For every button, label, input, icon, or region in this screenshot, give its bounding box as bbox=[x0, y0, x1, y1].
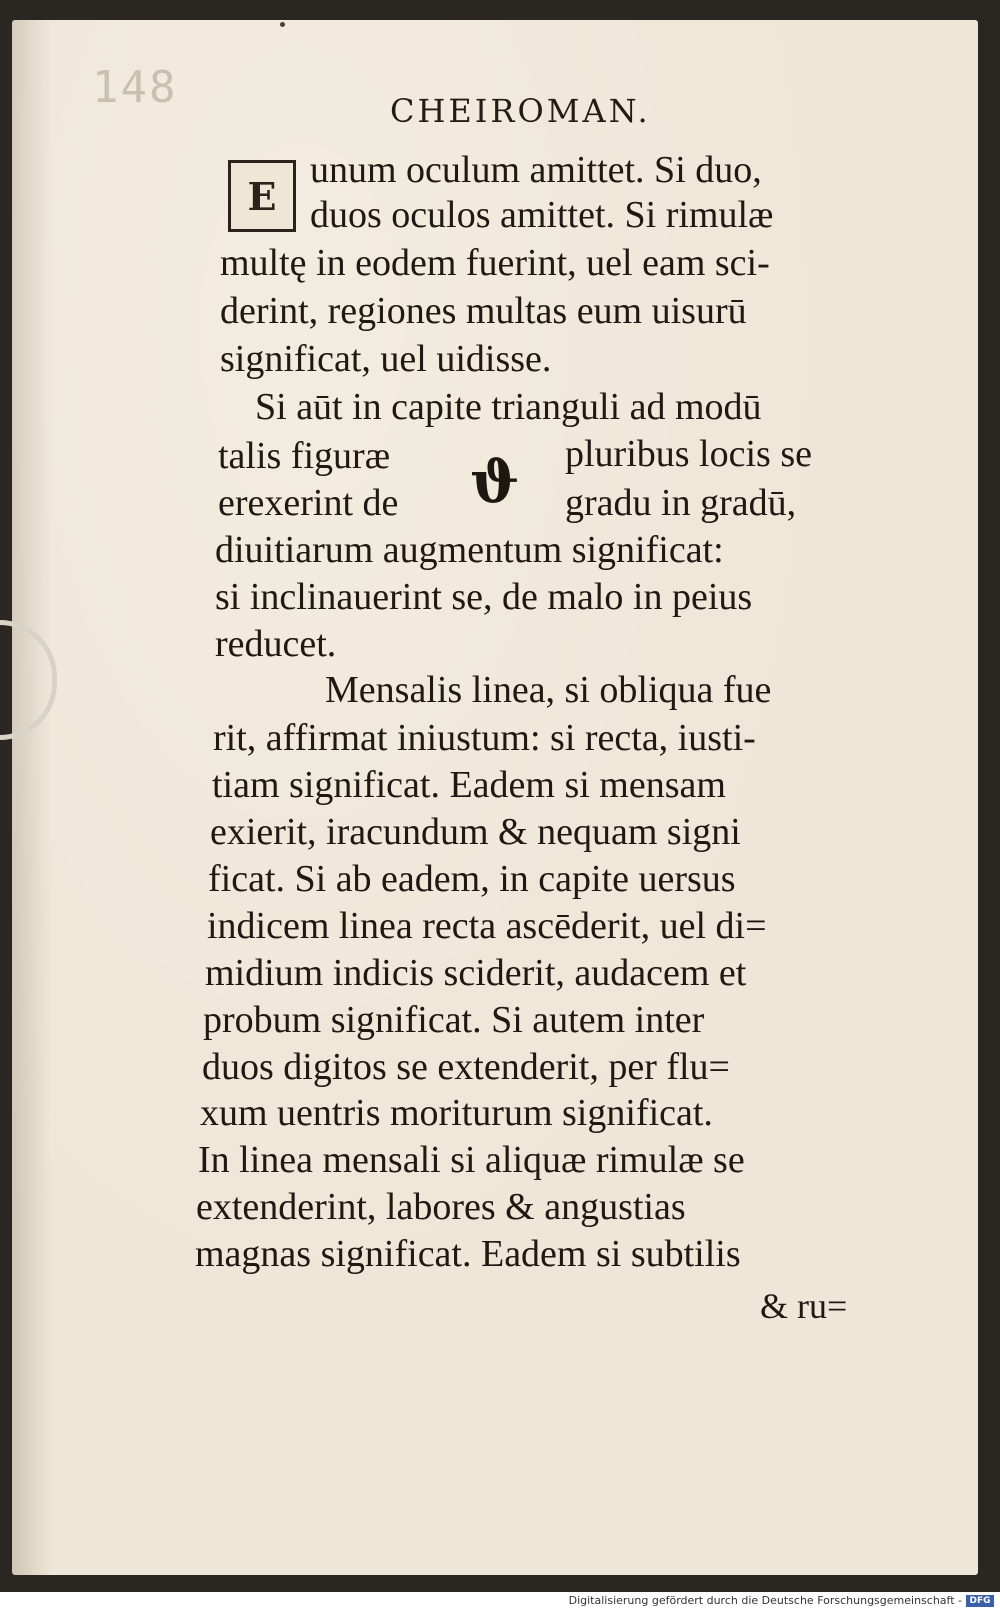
running-head: CHEIROMAN. bbox=[390, 92, 651, 130]
text-line-7b: pluribus locis se bbox=[565, 433, 812, 475]
text-line-15: exierit, iracundum & nequam signi bbox=[210, 811, 741, 853]
text-line-19: probum significat. Si autem inter bbox=[203, 999, 705, 1041]
decorated-initial bbox=[228, 160, 296, 232]
text-line-10: si inclinauerint se, de malo in peius bbox=[215, 576, 753, 618]
text-line-8b: gradu in gradū, bbox=[565, 482, 797, 524]
text-line-7a: talis figuræ bbox=[218, 435, 391, 477]
dfg-logo-icon bbox=[966, 1595, 994, 1607]
text-line-21: xum uentris moriturum significat. bbox=[200, 1092, 713, 1134]
text-line-5: significat, uel uidisse. bbox=[220, 338, 552, 380]
text-line-8a: erexerint de bbox=[218, 482, 399, 524]
text-line-2: duos oculos amittet. Si rimulæ bbox=[310, 194, 774, 236]
folio-number: 148 bbox=[92, 62, 178, 113]
text-line-20: duos digitos se extenderit, per flu= bbox=[202, 1046, 730, 1088]
text-line-16: ficat. Si ab eadem, in capite uersus bbox=[208, 858, 736, 900]
text-line-3: multę in eodem fuerint, uel eam sci- bbox=[220, 242, 770, 284]
text-line-12: Mensalis linea, si obliqua fue bbox=[325, 669, 772, 711]
text-line-18: midium indicis sciderit, audacem et bbox=[205, 952, 747, 994]
text-line-9: diuitiarum augmentum significat: bbox=[215, 529, 724, 571]
text-line-1: unum oculum amittet. Si duo, bbox=[310, 149, 762, 191]
text-line-23: extenderint, labores & angustias bbox=[196, 1186, 686, 1228]
initial-letter: E bbox=[247, 173, 277, 219]
text-line-4: derint, regiones multas eum uisurū bbox=[220, 290, 747, 332]
digitization-credit: Digitalisierung gefördert durch die Deutsche Forschungsgemeinschaft - bbox=[568, 1594, 962, 1607]
catchword: & ru= bbox=[760, 1286, 848, 1326]
text-line-11: reducet. bbox=[215, 623, 337, 665]
text-line-17: indicem linea recta ascēderit, uel di= bbox=[207, 905, 767, 947]
text-line-22: In linea mensali si aliquæ rimulæ se bbox=[198, 1139, 745, 1181]
text-line-13: rit, affirmat iniustum: si recta, iusti- bbox=[213, 717, 756, 759]
ink-dot bbox=[280, 22, 285, 27]
dfg-logo-text: DFG bbox=[969, 1596, 991, 1606]
triangle-figure: ϑ bbox=[470, 448, 520, 516]
text-line-24: magnas significat. Eadem si subtilis bbox=[195, 1233, 741, 1275]
binding-ring bbox=[0, 620, 57, 740]
text-line-14: tiam significat. Eadem si mensam bbox=[212, 764, 726, 806]
text-line-6: Si aūt in capite trianguli ad modū bbox=[255, 386, 762, 428]
